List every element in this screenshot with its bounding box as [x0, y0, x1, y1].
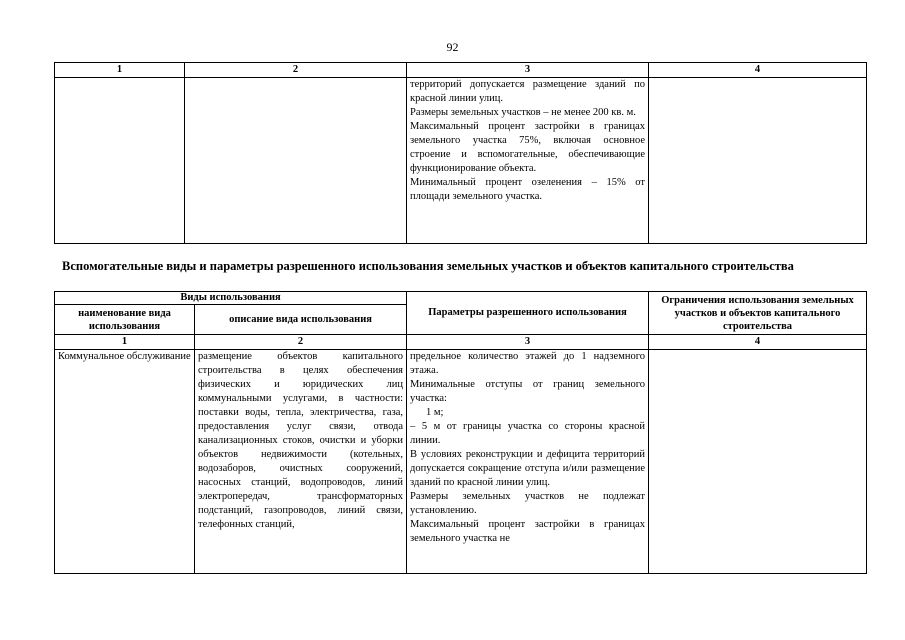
- param-line: предельное количество этажей до 1 надземного этажа.: [410, 351, 646, 376]
- column-number-3: 3: [407, 63, 649, 78]
- param-line: Минимальный процент озеленения – 15% от площади земельного участка.: [410, 177, 645, 202]
- use-restrictions: [649, 350, 867, 574]
- cell-name: [55, 78, 185, 244]
- auxiliary-uses-table: [54, 291, 867, 574]
- column-number-2: 2: [195, 335, 407, 350]
- header-restrictions: Ограничения использования земельных участков и объектов капитального строительства: [649, 292, 867, 335]
- section-title: Вспомогательные виды и параметры разрешенного использования земельных участков и объектов капитального строительства: [62, 259, 794, 273]
- param-line: 1 м;: [426, 407, 444, 418]
- param-line: Максимальный процент застройки в границах земельного участка не: [410, 519, 646, 544]
- group-header-uses: Виды использования: [55, 292, 407, 305]
- column-number-3: 3: [407, 335, 649, 350]
- column-number-4: 4: [649, 335, 867, 350]
- column-number-1: 1: [55, 335, 195, 350]
- cell-parameters: [407, 78, 649, 244]
- param-line: В условиях реконструкции и дефицита территорий допускается сокращение отступа и/или размещение зданий по красной линии улиц.: [410, 449, 646, 488]
- use-description: размещение объектов капитального строительства в целях обеспечения физических и юридических лиц коммунальными услугами, в частности: поставки воды, тепла, электричества, газа, предоставления услуг связи, отвода канализационных стоков, очистки и уборки объектов недвижимости (котельных, водозаборов, очистных сооружений, насосных станций, водопроводов, линий электропередач, трансформаторных подстанций, газопроводов, линий связи, телефонных станций,: [195, 350, 407, 574]
- column-number-2: 2: [185, 63, 407, 78]
- param-line: Размеры земельных участков – не менее 200 кв. м.: [410, 107, 636, 118]
- column-number-1: 1: [55, 63, 185, 78]
- param-line: Минимальные отступы от границ земельного участка:: [410, 379, 646, 404]
- use-name: Коммунальное обслуживание: [55, 350, 195, 574]
- use-parameters: [407, 350, 649, 574]
- param-line: Размеры земельных участков не подлежат установлению.: [410, 491, 646, 516]
- param-line: – 5 м от границы участка со стороны красной линии.: [410, 421, 646, 446]
- page-number: 92: [446, 40, 459, 54]
- param-line: Максимальный процент застройки в границах земельного участка 75%, включая основное строение и вспомогательные, обеспечивающие функционирование объекта.: [410, 121, 645, 174]
- continuation-table: [54, 62, 867, 244]
- cell-description: [185, 78, 407, 244]
- cell-restrictions: [649, 78, 867, 244]
- column-number-4: 4: [649, 63, 867, 78]
- header-use-description: описание вида использования: [195, 305, 407, 335]
- param-line: территорий допускается размещение зданий по красной линии улиц.: [410, 79, 645, 104]
- header-parameters: Параметры разрешенного использования: [407, 292, 649, 335]
- header-use-name: наименование вида использования: [55, 305, 195, 335]
